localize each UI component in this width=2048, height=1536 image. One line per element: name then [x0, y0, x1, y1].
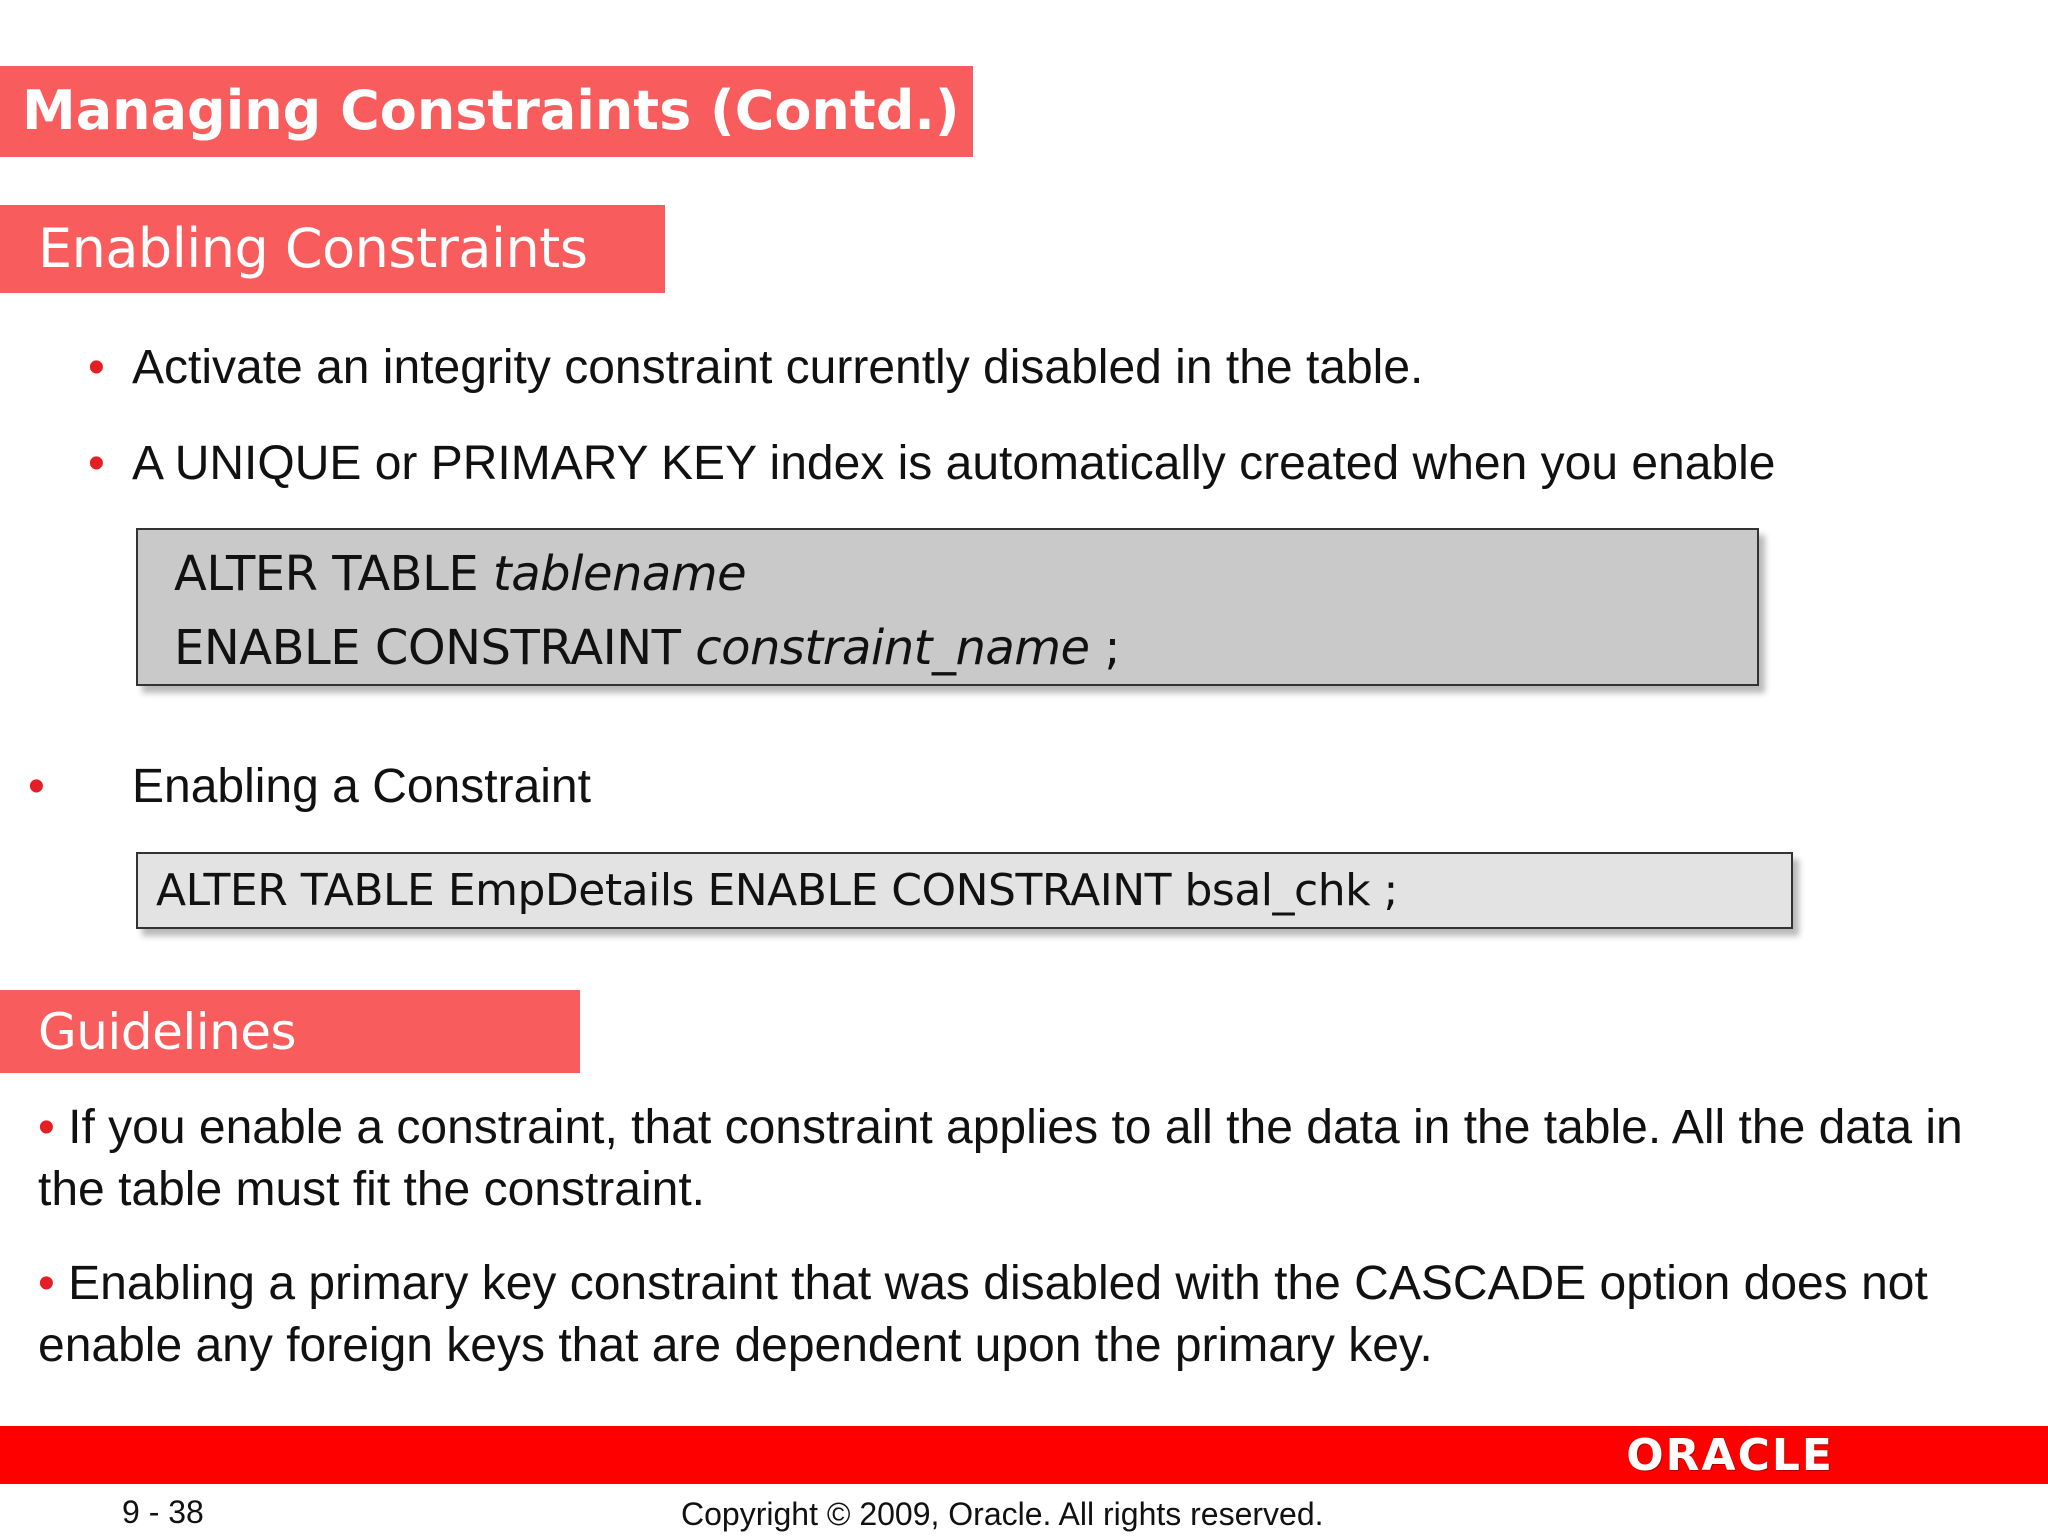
title-banner [0, 66, 973, 157]
bullet-icon: • [38, 1101, 55, 1154]
section-header-guidelines [0, 990, 580, 1073]
page-number: 9 - 38 [122, 1494, 204, 1530]
guideline-item [38, 1253, 2018, 1377]
section-header-enabling [0, 205, 665, 293]
bullet-icon: • [38, 1257, 55, 1310]
bullet-text: A UNIQUE or PRIMARY KEY index is automatically created when you enable [132, 437, 1776, 490]
bullet-text: Activate an integrity constraint currently disabled in the table. [132, 341, 1424, 394]
example-code: ALTER TABLE EmpDetails ENABLE CONSTRAINT bsal_chk ; [156, 865, 1398, 916]
slide-title: Managing Constraints (Contd.) [22, 79, 960, 142]
section-title-enabling: Enabling Constraints [38, 217, 588, 280]
example-heading: Enabling a Constraint [132, 760, 591, 813]
syntax-line [174, 544, 746, 604]
syntax-terminator: ; [1089, 620, 1120, 676]
section-title-guidelines: Guidelines [38, 1003, 297, 1061]
guideline-text: If you enable a constraint, that constraint applies to all the data in the table. All the data in the table must fit the constraint. [38, 1101, 1963, 1216]
guideline-text: Enabling a primary key constraint that was disabled with the CASCADE option does not enable any foreign keys that are dependent upon the primary key. [38, 1257, 1928, 1372]
syntax-code-box [136, 528, 1759, 686]
bullet-icon: • [88, 437, 105, 490]
syntax-line [174, 618, 1120, 678]
syntax-keyword: ALTER TABLE [174, 546, 493, 602]
syntax-variable: constraint_name [695, 620, 1090, 676]
bullet-icon: • [88, 341, 105, 394]
syntax-variable: tablename [492, 546, 747, 602]
copyright-notice: Copyright © 2009, Oracle. All rights reserved. [681, 1496, 1324, 1532]
syntax-keyword: ENABLE CONSTRAINT [174, 620, 696, 676]
example-code-box [136, 852, 1793, 929]
oracle-logo: ORACLE [1626, 1430, 1834, 1481]
guideline-item [38, 1097, 2018, 1221]
bullet-icon: • [28, 760, 45, 813]
footer-bar [0, 1426, 2048, 1484]
